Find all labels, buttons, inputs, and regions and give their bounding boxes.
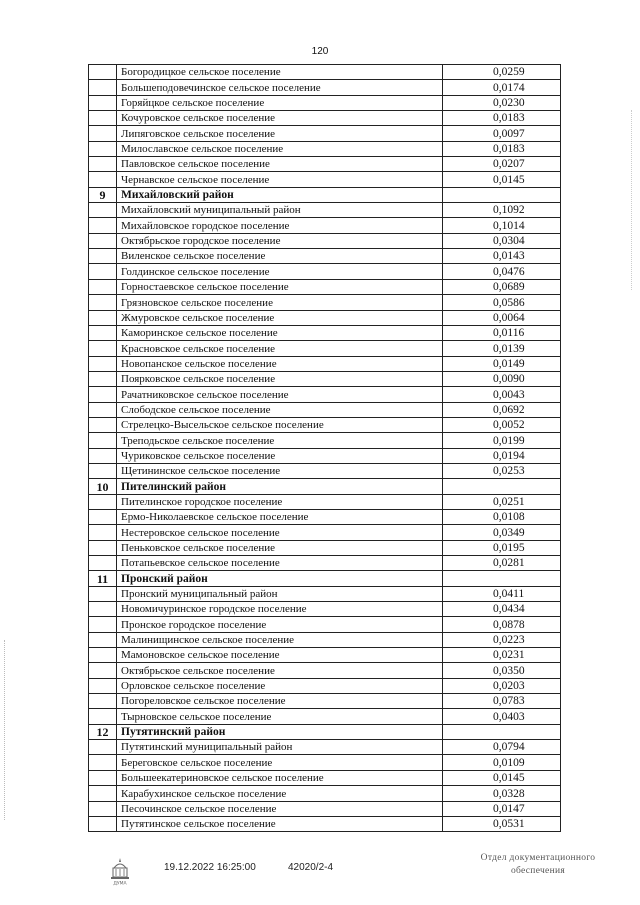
table-row: [89, 233, 561, 248]
table-row: [89, 325, 561, 340]
coefficient-cell: 0,0174: [443, 80, 561, 95]
row-number-cell: [89, 141, 117, 156]
row-number-cell: 9: [89, 187, 117, 202]
settlement-name-cell: Нестеровское сельское поселение: [117, 525, 443, 540]
coefficient-cell: 0,0403: [443, 709, 561, 724]
table-row: [89, 295, 561, 310]
coefficient-cell: 0,0231: [443, 648, 561, 663]
settlement-name-cell: Стрелецко-Высельское сельское поселение: [117, 417, 443, 432]
coefficient-cell: 0,0052: [443, 417, 561, 432]
table-row: [89, 509, 561, 524]
row-number-cell: [89, 632, 117, 647]
table-row: [89, 463, 561, 478]
row-number-cell: [89, 801, 117, 816]
coefficient-cell: [443, 724, 561, 739]
row-number-cell: [89, 95, 117, 110]
settlement-name-cell: Каморинское сельское поселение: [117, 325, 443, 340]
row-number-cell: [89, 663, 117, 678]
coefficient-cell: 0,0108: [443, 509, 561, 524]
coefficient-cell: 0,0349: [443, 525, 561, 540]
table-row: [89, 341, 561, 356]
table-row: [89, 141, 561, 156]
row-number-cell: [89, 249, 117, 264]
row-number-cell: [89, 233, 117, 248]
coefficient-cell: 0,0203: [443, 678, 561, 693]
coefficient-cell: [443, 187, 561, 202]
row-number-cell: [89, 694, 117, 709]
stamp-line-2: обеспечения: [510, 866, 566, 876]
coefficient-cell: 0,0253: [443, 463, 561, 478]
table-row: [89, 157, 561, 172]
row-number-cell: [89, 433, 117, 448]
settlement-name-cell: Октябрьское сельское поселение: [117, 663, 443, 678]
coefficient-cell: 0,0692: [443, 402, 561, 417]
coefficient-cell: 0,0531: [443, 816, 561, 831]
coefficient-cell: 0,0230: [443, 95, 561, 110]
row-number-cell: [89, 494, 117, 509]
row-number-cell: [89, 80, 117, 95]
settlement-name-cell: Малинищинское сельское поселение: [117, 632, 443, 647]
settlement-name-cell: Пронский район: [117, 571, 443, 586]
settlement-name-cell: Чуриковское сельское поселение: [117, 448, 443, 463]
coefficient-cell: 0,0223: [443, 632, 561, 647]
coefficient-cell: 0,1092: [443, 203, 561, 218]
settlement-name-cell: Мамоновское сельское поселение: [117, 648, 443, 663]
coefficient-cell: 0,0194: [443, 448, 561, 463]
coefficient-cell: 0,0064: [443, 310, 561, 325]
row-number-cell: [89, 755, 117, 770]
row-number-cell: [89, 586, 117, 601]
row-number-cell: [89, 387, 117, 402]
coefficient-cell: 0,0199: [443, 433, 561, 448]
settlement-name-cell: Жмуровское сельское поселение: [117, 310, 443, 325]
settlement-name-cell: Горностаевское сельское поселение: [117, 279, 443, 294]
row-number-cell: [89, 463, 117, 478]
settlement-name-cell: Тырновское сельское поселение: [117, 709, 443, 724]
row-number-cell: [89, 126, 117, 141]
row-number-cell: [89, 203, 117, 218]
row-number-cell: [89, 678, 117, 693]
row-number-cell: [89, 295, 117, 310]
coefficient-cell: 0,0145: [443, 770, 561, 785]
settlement-name-cell: Милославское сельское поселение: [117, 141, 443, 156]
table-row: [89, 540, 561, 555]
table-row: [89, 602, 561, 617]
table-row: [89, 264, 561, 279]
coefficient-cell: 0,0689: [443, 279, 561, 294]
row-number-cell: [89, 556, 117, 571]
table-row: [89, 203, 561, 218]
table-row: [89, 218, 561, 233]
row-number-cell: 11: [89, 571, 117, 586]
settlement-name-cell: Ермо-Николаевское сельское поселение: [117, 509, 443, 524]
coefficient-cell: 0,0090: [443, 371, 561, 386]
table-row: [89, 356, 561, 371]
table-row: [89, 249, 561, 264]
coefficient-cell: 0,0281: [443, 556, 561, 571]
district-row: [89, 724, 561, 739]
coefficients-table: [88, 64, 561, 832]
coefficient-cell: 0,0304: [443, 233, 561, 248]
row-number-cell: [89, 264, 117, 279]
coefficient-cell: 0,0878: [443, 617, 561, 632]
table-row: [89, 801, 561, 816]
settlement-name-cell: Потапьевское сельское поселение: [117, 556, 443, 571]
table-body: [89, 65, 561, 832]
settlement-name-cell: Новомичуринское городское поселение: [117, 602, 443, 617]
settlement-name-cell: Виленское сельское поселение: [117, 249, 443, 264]
table-row: [89, 770, 561, 785]
coefficient-cell: 0,0207: [443, 157, 561, 172]
settlement-name-cell: Треподьское сельское поселение: [117, 433, 443, 448]
coefficient-cell: 0,0251: [443, 494, 561, 509]
settlement-name-cell: Путятинский муниципальный район: [117, 740, 443, 755]
settlement-name-cell: Пителинский район: [117, 479, 443, 494]
table-row: [89, 816, 561, 831]
row-number-cell: [89, 279, 117, 294]
settlement-name-cell: Горяйцкое сельское поселение: [117, 95, 443, 110]
settlement-name-cell: Слободское сельское поселение: [117, 402, 443, 417]
settlement-name-cell: Пронский муниципальный район: [117, 586, 443, 601]
table-row: [89, 632, 561, 647]
table-row: [89, 402, 561, 417]
coefficient-cell: 0,0350: [443, 663, 561, 678]
settlement-name-cell: Большеекатериновское сельское поселение: [117, 770, 443, 785]
settlement-name-cell: Голдинское сельское поселение: [117, 264, 443, 279]
row-number-cell: [89, 218, 117, 233]
table-row: [89, 494, 561, 509]
coefficient-cell: 0,0147: [443, 801, 561, 816]
coefficient-cell: 0,0328: [443, 786, 561, 801]
settlement-name-cell: Грязновское сельское поселение: [117, 295, 443, 310]
row-number-cell: [89, 525, 117, 540]
settlement-name-cell: Михайловское городское поселение: [117, 218, 443, 233]
coefficient-cell: 0,0097: [443, 126, 561, 141]
table-row: [89, 755, 561, 770]
coefficient-cell: 0,1014: [443, 218, 561, 233]
settlement-name-cell: Михайловский муниципальный район: [117, 203, 443, 218]
table-row: [89, 586, 561, 601]
district-row: [89, 571, 561, 586]
row-number-cell: [89, 356, 117, 371]
row-number-cell: [89, 402, 117, 417]
coefficient-cell: 0,0109: [443, 755, 561, 770]
footer-doc-number: 42020/2-4: [288, 862, 334, 873]
page-number: 120: [311, 46, 329, 57]
district-row: [89, 187, 561, 202]
coefficient-cell: 0,0043: [443, 387, 561, 402]
table-row: [89, 172, 561, 187]
row-number-cell: [89, 341, 117, 356]
coefficient-cell: 0,0195: [443, 540, 561, 555]
row-number-cell: [89, 816, 117, 831]
left-margin-marks: [4, 640, 9, 820]
table-row: [89, 663, 561, 678]
settlement-name-cell: Погореловское сельское поселение: [117, 694, 443, 709]
settlement-name-cell: Пронское городское поселение: [117, 617, 443, 632]
table-row: [89, 740, 561, 755]
table-row: [89, 709, 561, 724]
settlement-name-cell: Песочинское сельское поселение: [117, 801, 443, 816]
settlement-name-cell: Большеподовечинское сельское поселение: [117, 80, 443, 95]
settlement-name-cell: Путятинский район: [117, 724, 443, 739]
row-number-cell: [89, 540, 117, 555]
footer-datetime: 19.12.2022 16:25:00: [164, 862, 256, 873]
table-row: [89, 786, 561, 801]
row-number-cell: [89, 157, 117, 172]
settlement-name-cell: Пеньковское сельское поселение: [117, 540, 443, 555]
table-row: [89, 111, 561, 126]
row-number-cell: [89, 617, 117, 632]
row-number-cell: [89, 325, 117, 340]
row-number-cell: [89, 310, 117, 325]
logo-text: ДУМА: [113, 881, 127, 886]
row-number-cell: [89, 172, 117, 187]
duma-logo-icon: [108, 856, 132, 886]
settlement-name-cell: Михайловский район: [117, 187, 443, 202]
coefficient-cell: 0,0149: [443, 356, 561, 371]
settlement-name-cell: Новопанское сельское поселение: [117, 356, 443, 371]
coefficient-cell: 0,0794: [443, 740, 561, 755]
table-row: [89, 694, 561, 709]
settlement-name-cell: Богородицкое сельское поселение: [117, 65, 443, 80]
settlement-name-cell: Поярковское сельское поселение: [117, 371, 443, 386]
table-row: [89, 678, 561, 693]
settlement-name-cell: Рачатниковское сельское поселение: [117, 387, 443, 402]
row-number-cell: 10: [89, 479, 117, 494]
coefficient-cell: 0,0411: [443, 586, 561, 601]
table-row: [89, 433, 561, 448]
row-number-cell: [89, 602, 117, 617]
settlement-name-cell: Карабухинское сельское поселение: [117, 786, 443, 801]
settlement-name-cell: Кочуровское сельское поселение: [117, 111, 443, 126]
row-number-cell: [89, 648, 117, 663]
row-number-cell: [89, 448, 117, 463]
coefficient-cell: 0,0116: [443, 325, 561, 340]
coefficient-cell: 0,0476: [443, 264, 561, 279]
row-number-cell: [89, 770, 117, 785]
coefficient-cell: 0,0586: [443, 295, 561, 310]
coefficient-cell: 0,0783: [443, 694, 561, 709]
table-row: [89, 371, 561, 386]
coefficient-cell: 0,0183: [443, 111, 561, 126]
coefficient-cell: 0,0183: [443, 141, 561, 156]
settlement-name-cell: Щетининское сельское поселение: [117, 463, 443, 478]
settlement-name-cell: Пителинское городское поселение: [117, 494, 443, 509]
table-row: [89, 310, 561, 325]
row-number-cell: [89, 509, 117, 524]
right-margin-marks: [631, 110, 634, 290]
table-row: [89, 279, 561, 294]
table-row: [89, 65, 561, 80]
district-row: [89, 479, 561, 494]
coefficient-cell: 0,0139: [443, 341, 561, 356]
stamp-line-1: Отдел документационного: [480, 853, 596, 863]
coefficient-cell: 0,0259: [443, 65, 561, 80]
settlement-name-cell: Береговское сельское поселение: [117, 755, 443, 770]
table-row: [89, 648, 561, 663]
row-number-cell: [89, 65, 117, 80]
settlement-name-cell: Чернавское сельское поселение: [117, 172, 443, 187]
row-number-cell: [89, 371, 117, 386]
coefficient-cell: 0,0434: [443, 602, 561, 617]
table-row: [89, 126, 561, 141]
table-row: [89, 617, 561, 632]
row-number-cell: [89, 740, 117, 755]
settlement-name-cell: Красновское сельское поселение: [117, 341, 443, 356]
settlement-name-cell: Путятинское сельское поселение: [117, 816, 443, 831]
settlement-name-cell: Орловское сельское поселение: [117, 678, 443, 693]
row-number-cell: [89, 417, 117, 432]
table-row: [89, 417, 561, 432]
table-row: [89, 80, 561, 95]
coefficient-cell: 0,0143: [443, 249, 561, 264]
table-row: [89, 556, 561, 571]
table-row: [89, 525, 561, 540]
row-number-cell: [89, 111, 117, 126]
table-row: [89, 448, 561, 463]
table-row: [89, 95, 561, 110]
row-number-cell: 12: [89, 724, 117, 739]
settlement-name-cell: Липяговское сельское поселение: [117, 126, 443, 141]
settlement-name-cell: Павловское сельское поселение: [117, 157, 443, 172]
row-number-cell: [89, 786, 117, 801]
coefficient-cell: 0,0145: [443, 172, 561, 187]
row-number-cell: [89, 709, 117, 724]
settlement-name-cell: Октябрьское городское поселение: [117, 233, 443, 248]
table-row: [89, 387, 561, 402]
department-stamp: [458, 852, 618, 878]
coefficient-cell: [443, 571, 561, 586]
coefficient-cell: [443, 479, 561, 494]
